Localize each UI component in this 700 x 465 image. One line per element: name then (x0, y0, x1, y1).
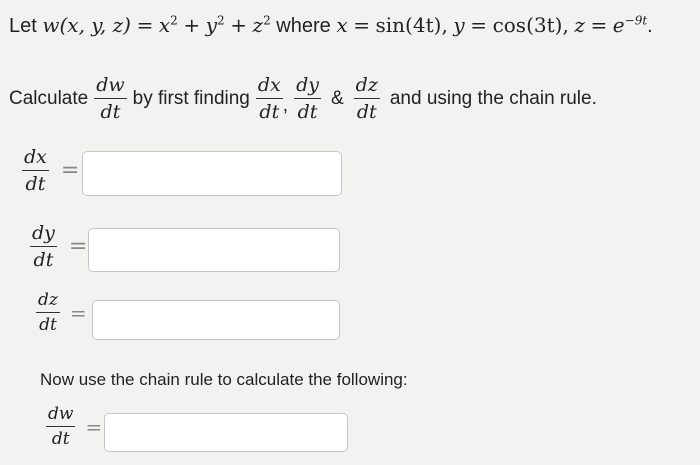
dzdt-label: $\frac{dz}{dt}$ = (38, 290, 87, 335)
dz-dt-fraction: $\frac{dz}{dt}$ (355, 74, 378, 123)
dwdt-label: $\frac{dw}{dt}$ = (48, 404, 103, 449)
dydt-label: $\frac{dy}{dt}$ = (32, 222, 88, 271)
where-label: where (276, 15, 331, 37)
chain-rule-prompt: Now use the chain rule to calculate the following: (40, 370, 408, 389)
x-expression: sin(4t) (375, 13, 442, 37)
function-name: w(x, y, z) (42, 13, 131, 37)
instruction: Calculate $\frac{dw}{dt}$ by first finding $\frac{dx}{dt}$ , $\frac{dy}{dt}$ & $\frac{dz}{dt}$ and using the chain rule. (9, 74, 597, 123)
dwdt-answer-input[interactable] (104, 413, 348, 452)
dydt-answer-input[interactable] (88, 228, 340, 272)
y-expression: cos(3t) (492, 13, 563, 37)
dw-dt-fraction: $\frac{dw}{dt}$ (96, 74, 125, 123)
dxdt-label: $\frac{dx}{dt}$ = (24, 146, 80, 195)
dx-dt-fraction: $\frac{dx}{dt}$ (257, 74, 281, 123)
z-expression: e (612, 13, 625, 37)
dzdt-answer-input[interactable] (92, 300, 340, 340)
problem-statement: Let w(x, y, $z) = x^2 + y^2 + z^2$ where x = sin(4t), y = cos(3t), $z = e^{-9t}$. (9, 13, 653, 37)
dy-dt-fraction: $\frac{dy}{dt}$ (296, 74, 319, 123)
let-label: Let (9, 15, 37, 37)
dxdt-answer-input[interactable] (82, 151, 342, 196)
